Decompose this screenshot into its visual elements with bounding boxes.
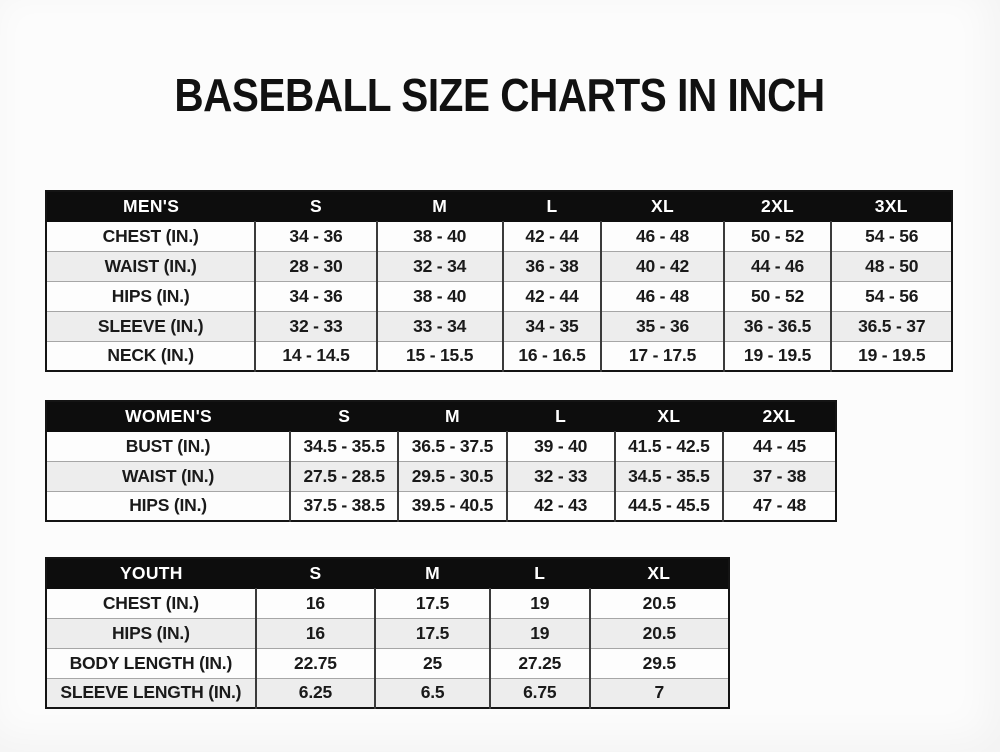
size-value-cell: 19 - 19.5 — [724, 341, 832, 371]
size-value-cell: 36 - 38 — [503, 251, 602, 281]
size-header-l: L — [507, 401, 615, 431]
row-label-cell: HIPS (IN.) — [46, 491, 290, 521]
size-header-xl: XL — [590, 558, 729, 588]
womens-header-row — [46, 401, 836, 431]
size-header-s: S — [290, 401, 398, 431]
size-header-2xl: 2XL — [723, 401, 836, 431]
youth-sleeve-length-row — [46, 678, 729, 708]
size-value-cell: 33 - 34 — [377, 311, 503, 341]
size-value-cell: 6.25 — [256, 678, 376, 708]
size-value-cell: 54 - 56 — [831, 281, 952, 311]
size-value-cell: 36.5 - 37.5 — [398, 431, 506, 461]
size-header-m: M — [377, 191, 503, 221]
size-value-cell: 40 - 42 — [601, 251, 723, 281]
row-label-cell: HIPS (IN.) — [46, 281, 255, 311]
size-value-cell: 17 - 17.5 — [601, 341, 723, 371]
size-value-cell: 50 - 52 — [724, 221, 832, 251]
mens-neck-row — [46, 341, 952, 371]
size-value-cell: 54 - 56 — [831, 221, 952, 251]
size-value-cell: 29.5 - 30.5 — [398, 461, 506, 491]
size-value-cell: 27.5 - 28.5 — [290, 461, 398, 491]
row-label-cell: CHEST (IN.) — [46, 221, 255, 251]
page-title: BASEBALL SIZE CHARTS IN INCH — [174, 69, 826, 121]
youth-body-length-row — [46, 648, 729, 678]
size-header-m: M — [375, 558, 490, 588]
size-value-cell: 34 - 36 — [255, 281, 376, 311]
size-value-cell: 34.5 - 35.5 — [615, 461, 723, 491]
youth-chest-row — [46, 588, 729, 618]
size-value-cell: 44 - 45 — [723, 431, 836, 461]
size-value-cell: 34 - 35 — [503, 311, 602, 341]
size-value-cell: 38 - 40 — [377, 221, 503, 251]
size-value-cell: 50 - 52 — [724, 281, 832, 311]
size-value-cell: 20.5 — [590, 588, 729, 618]
size-value-cell: 34 - 36 — [255, 221, 376, 251]
womens-size-chart — [45, 400, 837, 522]
womens-table-title-cell: WOMEN'S — [46, 401, 290, 431]
size-header-s: S — [256, 558, 376, 588]
size-value-cell: 27.25 — [490, 648, 590, 678]
row-label-cell: BODY LENGTH (IN.) — [46, 648, 256, 678]
size-header-s: S — [255, 191, 376, 221]
size-value-cell: 14 - 14.5 — [255, 341, 376, 371]
size-value-cell: 34.5 - 35.5 — [290, 431, 398, 461]
womens-waist-row — [46, 461, 836, 491]
size-value-cell: 7 — [590, 678, 729, 708]
size-value-cell: 46 - 48 — [601, 221, 723, 251]
row-label-cell: WAIST (IN.) — [46, 461, 290, 491]
size-value-cell: 32 - 34 — [377, 251, 503, 281]
size-header-l: L — [490, 558, 590, 588]
size-header-2xl: 2XL — [724, 191, 832, 221]
size-value-cell: 15 - 15.5 — [377, 341, 503, 371]
size-header-l: L — [503, 191, 602, 221]
size-value-cell: 6.75 — [490, 678, 590, 708]
row-label-cell: HIPS (IN.) — [46, 618, 256, 648]
row-label-cell: SLEEVE LENGTH (IN.) — [46, 678, 256, 708]
size-value-cell: 16 — [256, 588, 376, 618]
mens-header-row — [46, 191, 952, 221]
size-value-cell: 39 - 40 — [507, 431, 615, 461]
size-value-cell: 29.5 — [590, 648, 729, 678]
size-value-cell: 17.5 — [375, 618, 490, 648]
size-value-cell: 42 - 44 — [503, 281, 602, 311]
size-value-cell: 39.5 - 40.5 — [398, 491, 506, 521]
row-label-cell: SLEEVE (IN.) — [46, 311, 255, 341]
size-value-cell: 44.5 - 45.5 — [615, 491, 723, 521]
womens-bust-row — [46, 431, 836, 461]
size-value-cell: 19 — [490, 588, 590, 618]
mens-table-title-cell: MEN'S — [46, 191, 255, 221]
womens-hips-row — [46, 491, 836, 521]
size-value-cell: 32 - 33 — [507, 461, 615, 491]
mens-waist-row — [46, 251, 952, 281]
mens-hips-row — [46, 281, 952, 311]
size-value-cell: 20.5 — [590, 618, 729, 648]
youth-table-title-cell: YOUTH — [46, 558, 256, 588]
size-value-cell: 17.5 — [375, 588, 490, 618]
row-label-cell: CHEST (IN.) — [46, 588, 256, 618]
page-title-wrap — [0, 68, 1000, 122]
size-value-cell: 35 - 36 — [601, 311, 723, 341]
size-value-cell: 37.5 - 38.5 — [290, 491, 398, 521]
mens-size-chart — [45, 190, 953, 372]
size-value-cell: 19 — [490, 618, 590, 648]
size-value-cell: 25 — [375, 648, 490, 678]
row-label-cell: BUST (IN.) — [46, 431, 290, 461]
size-value-cell: 44 - 46 — [724, 251, 832, 281]
size-value-cell: 16 - 16.5 — [503, 341, 602, 371]
mens-sleeve-row — [46, 311, 952, 341]
size-value-cell: 48 - 50 — [831, 251, 952, 281]
size-value-cell: 6.5 — [375, 678, 490, 708]
size-header-xl: XL — [601, 191, 723, 221]
size-value-cell: 19 - 19.5 — [831, 341, 952, 371]
mens-chest-row — [46, 221, 952, 251]
row-label-cell: WAIST (IN.) — [46, 251, 255, 281]
size-value-cell: 36.5 - 37 — [831, 311, 952, 341]
size-value-cell: 22.75 — [256, 648, 376, 678]
size-value-cell: 16 — [256, 618, 376, 648]
size-value-cell: 42 - 43 — [507, 491, 615, 521]
size-value-cell: 32 - 33 — [255, 311, 376, 341]
youth-size-chart — [45, 557, 730, 709]
youth-hips-row — [46, 618, 729, 648]
size-value-cell: 28 - 30 — [255, 251, 376, 281]
size-value-cell: 37 - 38 — [723, 461, 836, 491]
size-header-m: M — [398, 401, 506, 431]
size-value-cell: 38 - 40 — [377, 281, 503, 311]
size-value-cell: 47 - 48 — [723, 491, 836, 521]
size-value-cell: 42 - 44 — [503, 221, 602, 251]
size-header-xl: XL — [615, 401, 723, 431]
youth-header-row — [46, 558, 729, 588]
size-header-3xl: 3XL — [831, 191, 952, 221]
size-value-cell: 46 - 48 — [601, 281, 723, 311]
row-label-cell: NECK (IN.) — [46, 341, 255, 371]
size-value-cell: 41.5 - 42.5 — [615, 431, 723, 461]
size-value-cell: 36 - 36.5 — [724, 311, 832, 341]
